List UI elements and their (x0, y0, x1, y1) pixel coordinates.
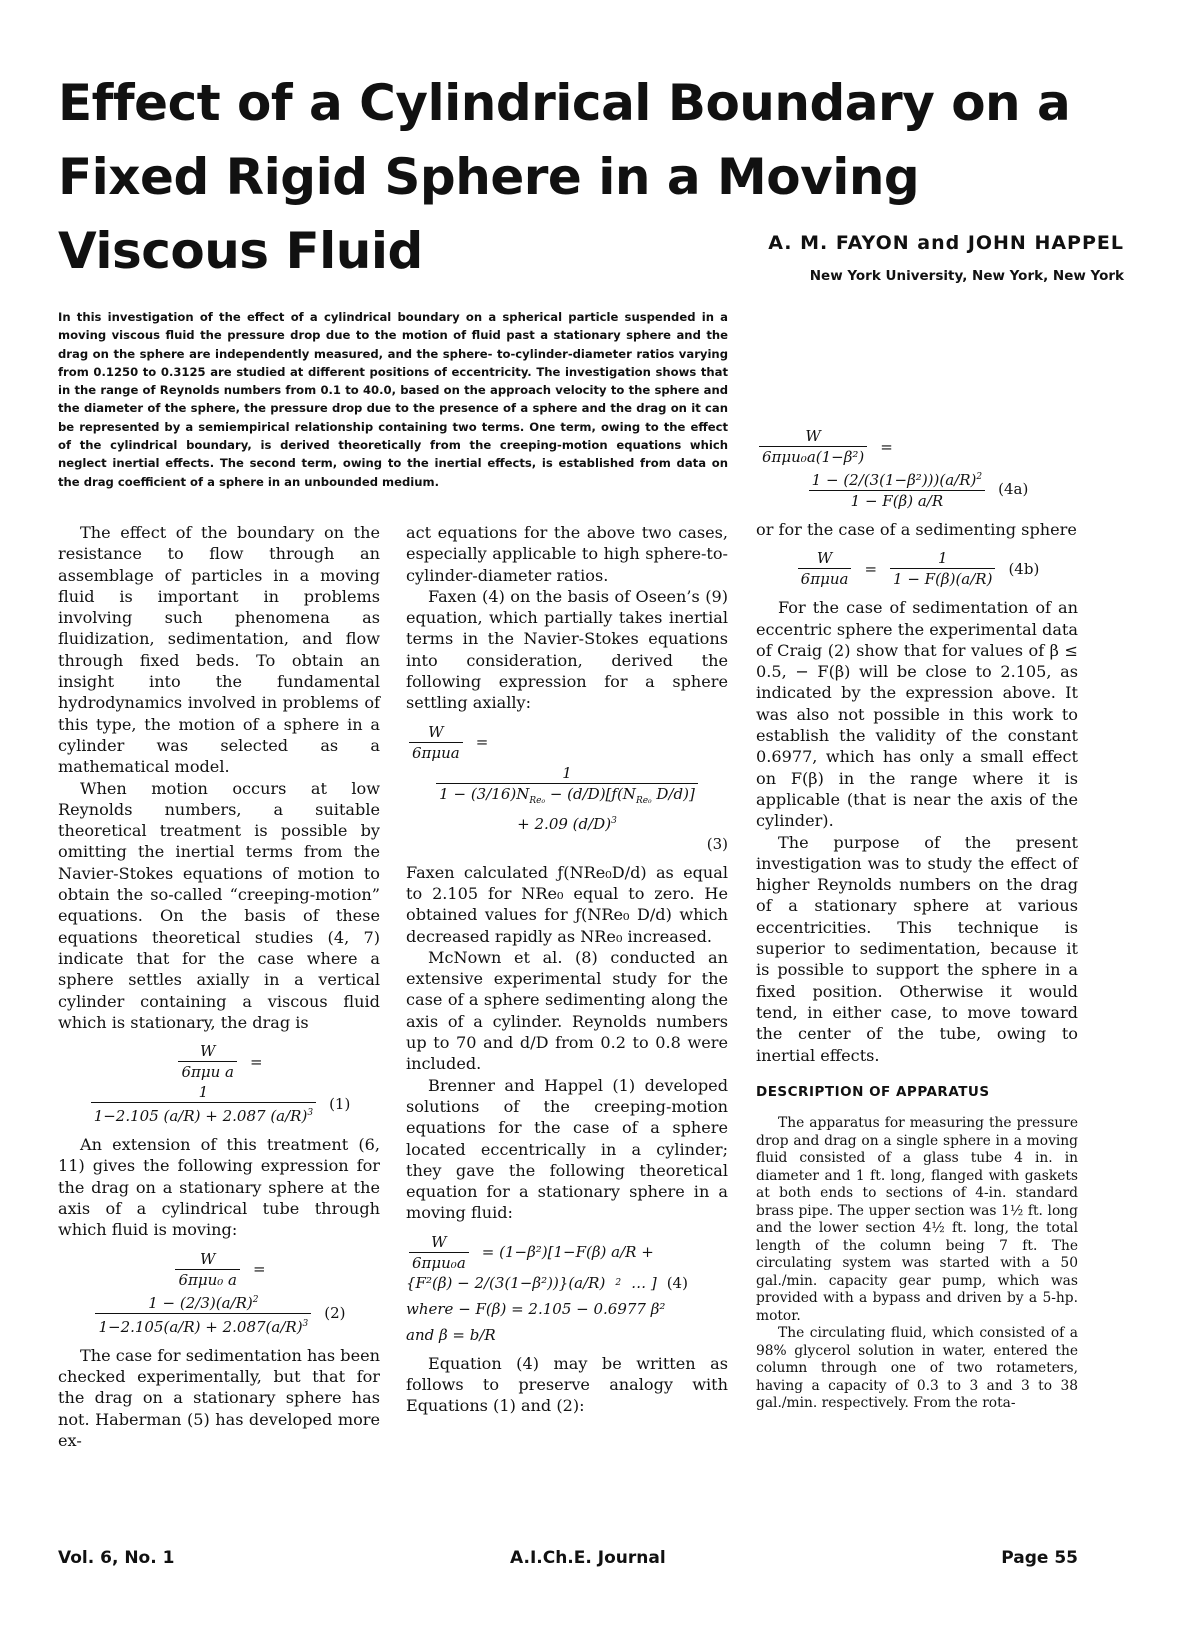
paragraph: The case for sedimentation has been checked experimentally, but that for the drag on a stationary sphere has not. Haberman (5) has developed more ex- (58, 1345, 380, 1450)
paper-title: Effect of a Cylindrical Boundary on a Fixed Rigid Sphere in a Moving Viscous Fluid (58, 74, 1071, 280)
equation-number: (4b) (1008, 559, 1040, 578)
column-3 (756, 418, 1078, 1413)
footer-volume: Vol. 6, No. 1 (58, 1548, 175, 1568)
paragraph: The effect of the boundary on the resistance to flow through an assemblage of particles in a moving fluid is important in problems involving such phenomena as fluidization, sedimentation, and flow through fixed beds. To obtain an insight into the fundamental hydrodynamics involved in problems of this type, the motion of a sphere in a cylinder was selected as a mathematical model. (58, 523, 380, 777)
paragraph: The purpose of the present investigation was to study the effect of higher Reynolds numbers on the drag of a stationary sphere at various eccentricities. This technique is superior to sedimentation, because it is possible to support the sphere in a fixed position. Otherwise it would tend, in either case, to move toward the center of the tube, owing to inertial effects. (756, 832, 1078, 1065)
equation-1: $\frac{W}{\text{6πμu a}}$ = $\frac{1}{1-2.105 (a/R) + 2.087 (a/R)^3}$ (1) (58, 1041, 380, 1126)
paragraph: An extension of this treatment (6, 11) gives the following expression for the drag on a stationary sphere at the axis of a cylindrical tube through which fluid is moving: (58, 1135, 380, 1240)
paragraph: Equation (4) may be written as follows to preserve analogy with Equations (1) and (2): (406, 1353, 728, 1416)
footer-journal: A.I.Ch.E. Journal (510, 1548, 666, 1568)
paragraph: The apparatus for measuring the pressure drop and drag on a single sphere in a moving fluid consisted of a glass tube 4 in. in diameter and 1 ft. long, flanged with gaskets at both ends to sections of 4-in. standard brass pipe. The upper section was 1½ ft. long and the lower section 4½ ft. long, the total length of the column being 7 ft. The circulating system was started with a 50 gal./min. capacity gear pump, which was provided with a bypass and driven by a 5-hp. motor. (756, 1115, 1078, 1324)
affiliation: New York University, New York, New York (809, 268, 1124, 284)
apparatus-section (756, 1115, 1078, 1413)
equation-number: (2) (324, 1304, 346, 1323)
paragraph: Faxen calculated ƒ(NRe₀D/d) as equal to 2.105 for NRe₀ equal to zero. He obtained values for ƒ(NRe₀ D/d) which decreased rapidly as NRe₀ increased. (406, 862, 728, 946)
equation-4: $\frac{W}{\text{6πμu₀a}}$ = (1−β²)[1−F(β) a/R + {F²(β) − 2/(3(1−β²))}(a/R) 2 … ] (4) where − F(β) = 2.105 − 0.6977 β² and β = b/R (406, 1232, 688, 1344)
paragraph: Faxen (4) on the basis of Oseen’s (9) equation, which partially takes inertial terms in the Navier-Stokes equations into consideration, derived the following expression for a sphere settling axially: (406, 586, 728, 713)
equation-4a: $\frac{W}{\text{6πμu₀a(1−β²)}}$ = $\frac{1 - (2/(3(1-\beta^2)))(a/R)^2}{1 - F(\beta) a/R}$ (4a) (756, 426, 1078, 511)
paragraph: act equations for the above two cases, especially applicable to high sphere-to-cylinder-diameter ratios. (406, 523, 728, 585)
equation-3: $\frac{W}{\text{6πμua}}$ = 1 $1 - (3/16)N_{Re_0}$ − $(d/D)[ƒ(N_{Re_0}$ D/d)] + 2.09 $(d/D)^3$ (3) (406, 722, 728, 854)
equation-2: $\frac{W}{\text{6πμu₀ a}}$ = $\frac{1 - (2/3)(a/R)^2}{1-2.105(a/R) + 2.087(a/R)^3}$ (2) (58, 1249, 380, 1337)
authors: A. M. FAYON and JOHN HAPPEL (768, 232, 1124, 254)
equation-number: (1) (329, 1095, 351, 1114)
paragraph: The circulating fluid, which consisted of a 98% glycerol solution in water, entered the column through one of two rotameters, having a capacity of 0.3 to 3 and 3 to 38 gal./min. respectively. From the rota- (756, 1325, 1078, 1412)
page-footer (58, 1548, 1078, 1568)
equation-number: (3) (706, 834, 728, 853)
equation-number: (4a) (998, 480, 1029, 498)
paragraph: McNown et al. (8) conducted an extensive experimental study for the case of a sphere sedimenting along the axis of a cylinder. Reynolds numbers up to 70 and d/D from 0.2 to 0.8 were included. (406, 947, 728, 1074)
section-heading: DESCRIPTION OF APPARATUS (756, 1083, 990, 1100)
paragraph: Brenner and Happel (1) developed solutions of the creeping-motion equations for the case of a sphere located eccentrically in a cylinder; they gave the following theoretical equation for a stationary sphere in a moving fluid: (406, 1075, 728, 1223)
column-1 (58, 522, 380, 1451)
abstract: In this investigation of the effect of a cylindrical boundary on a spherical particle suspended in a moving viscous fluid the pressure drop due to the motion of fluid past a stationary sphere and the drag on the sphere are independently measured, and the sphere- to-cylinder-diameter ratios varying from 0.1250 to 0.3125 are studied at different positions of eccentricity. The investigation shows that in the range of Reynolds numbers from 0.1 to 40.0, based on the approach velocity to the sphere and the diameter of the sphere, the pressure drop due to the presence of a sphere and the drag on it can be represented by a semiempirical relationship containing two terms. One term, owing to the effect of the cylindrical boundary, is derived theoretically from the creeping-motion equations which neglect inertial effects. The second term, owing to the inertial effects, is established from data on the drag coefficient of a sphere in an unbounded medium. (58, 310, 728, 489)
footer-page: Page 55 (1001, 1548, 1078, 1568)
equation-4b: $\frac{W}{\text{6πμua}}$ = $\frac{1}{1 - F(\beta)(a/R)}$ (4b) (756, 548, 1078, 589)
paragraph: For the case of sedimentation of an eccentric sphere the experimental data of Craig (2) show that for values of β ≤ 0.5, − F(β) will be close to 2.105, as indicated by the expression above. It was also not possible in this work to establish the validity of the constant 0.6977, which has only a small effect on F(β) in the range where it is applicable (that is near the axis of the cylinder). (756, 598, 1078, 831)
equation-number: (4) (666, 1273, 688, 1292)
column-2 (406, 522, 728, 1417)
paragraph: or for the case of a sedimenting sphere (756, 520, 1077, 539)
paragraph: When motion occurs at low Reynolds numbers, a suitable theoretical treatment is possible by omitting the inertial terms from the Navier-Stokes equations of motion to obtain the so-called “creeping-motion” equations. On the basis of these equations theoretical studies (4, 7) indicate that for the case where a sphere settles axially in a vertical cylinder containing a viscous fluid which is stationary, the drag is (58, 778, 380, 1032)
